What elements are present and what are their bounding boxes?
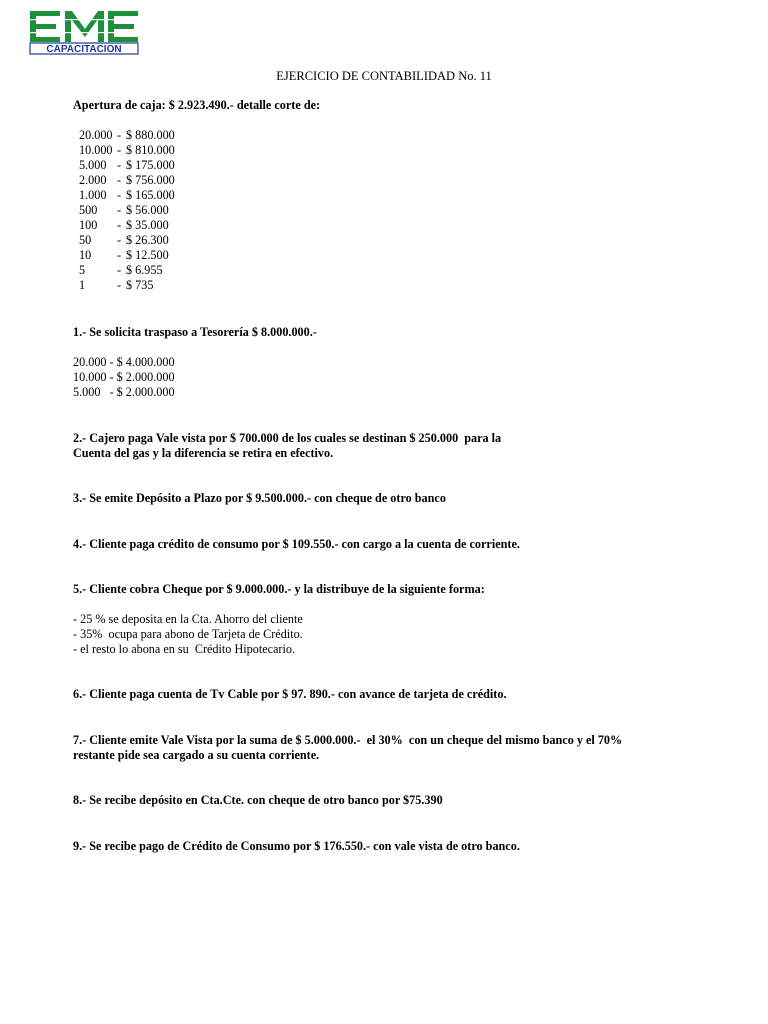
cash-amount: $ 175.000 bbox=[126, 158, 175, 172]
cash-denomination: 5.000 bbox=[79, 158, 107, 172]
page-title: EJERCICIO DE CONTABILIDAD No. 11 bbox=[276, 69, 492, 83]
cash-separator: - bbox=[117, 188, 122, 202]
item-5-detail: - 25 % se deposita en la Cta. Ahorro del cliente bbox=[73, 612, 303, 626]
cash-denomination: 100 bbox=[79, 218, 98, 232]
item-7-heading-cont: restante pide sea cargado a su cuenta corriente. bbox=[73, 748, 320, 762]
cash-separator: - bbox=[117, 128, 122, 142]
cash-separator: - bbox=[117, 158, 122, 172]
cash-amount: $ 165.000 bbox=[126, 188, 175, 202]
cash-denomination: 1.000 bbox=[79, 188, 107, 202]
cash-separator: - bbox=[117, 278, 122, 292]
cash-separator: - bbox=[117, 173, 122, 187]
cash-amount: $ 880.000 bbox=[126, 128, 175, 142]
cash-denomination: 5 bbox=[79, 263, 86, 277]
cash-amount: $ 56.000 bbox=[126, 203, 169, 217]
cash-amount: $ 756.000 bbox=[126, 173, 175, 187]
item-1-detail: 20.000 - $ 4.000.000 bbox=[73, 355, 175, 369]
cash-separator: - bbox=[117, 203, 122, 217]
item-5-detail: - el resto lo abona en su Crédito Hipotecario. bbox=[73, 642, 296, 656]
eme-logo bbox=[28, 9, 139, 55]
cash-separator: - bbox=[117, 248, 122, 262]
item-2-heading-cont: Cuenta del gas y la diferencia se retira en efectivo. bbox=[73, 446, 334, 460]
item-8-heading: 8.- Se recibe depósito en Cta.Cte. con cheque de otro banco por $75.390 bbox=[73, 793, 443, 807]
cash-amount: $ 735 bbox=[126, 278, 154, 292]
opening-line: Apertura de caja: $ 2.923.490.- detalle corte de: bbox=[73, 98, 321, 112]
cash-amount: $ 26.300 bbox=[126, 233, 169, 247]
item-9-heading: 9.- Se recibe pago de Crédito de Consumo por $ 176.550.- con vale vista de otro banco. bbox=[73, 839, 520, 853]
cash-amount: $ 12.500 bbox=[126, 248, 169, 262]
cash-separator: - bbox=[117, 263, 122, 277]
cash-amount: $ 35.000 bbox=[126, 218, 169, 232]
cash-denomination: 2.000 bbox=[79, 173, 107, 187]
item-2-heading: 2.- Cajero paga Vale vista por $ 700.000 de los cuales se destinan $ 250.000 para la bbox=[73, 431, 502, 445]
item-6-heading: 6.- Cliente paga cuenta de Tv Cable por $ 97. 890.- con avance de tarjeta de crédito. bbox=[73, 687, 507, 701]
cash-amount: $ 810.000 bbox=[126, 143, 175, 157]
cash-denomination: 10.000 bbox=[79, 143, 113, 157]
item-1-detail: 10.000 - $ 2.000.000 bbox=[73, 370, 175, 384]
item-4-heading: 4.- Cliente paga crédito de consumo por $ 109.550.- con cargo a la cuenta de corriente. bbox=[73, 537, 520, 551]
cash-denomination: 500 bbox=[79, 203, 98, 217]
item-5-detail: - 35% ocupa para abono de Tarjeta de Crédito. bbox=[73, 627, 303, 641]
cash-denomination: 1 bbox=[79, 278, 86, 292]
cash-denomination: 50 bbox=[79, 233, 92, 247]
cash-denomination: 20.000 bbox=[79, 128, 113, 142]
item-3-heading: 3.- Se emite Depósito a Plazo por $ 9.500.000.- con cheque de otro banco bbox=[73, 491, 446, 505]
cash-separator: - bbox=[117, 143, 122, 157]
item-7-heading: 7.- Cliente emite Vale Vista por la suma de $ 5.000.000.- el 30% con un cheque del mismo banco y el 70% bbox=[73, 733, 623, 747]
cash-separator: - bbox=[117, 218, 122, 232]
item-5-heading: 5.- Cliente cobra Cheque por $ 9.000.000.- y la distribuye de la siguiente forma: bbox=[73, 582, 485, 596]
item-1-detail: 5.000 - $ 2.000.000 bbox=[73, 385, 175, 399]
cash-separator: - bbox=[117, 233, 122, 247]
cash-amount: $ 6.955 bbox=[126, 263, 163, 277]
logo-tagline: CAPACITACION bbox=[46, 44, 122, 55]
item-1-heading: 1.- Se solicita traspaso a Tesorería $ 8.000.000.- bbox=[73, 325, 317, 339]
cash-denomination: 10 bbox=[79, 248, 92, 262]
eme-logo-graphic bbox=[28, 9, 139, 55]
